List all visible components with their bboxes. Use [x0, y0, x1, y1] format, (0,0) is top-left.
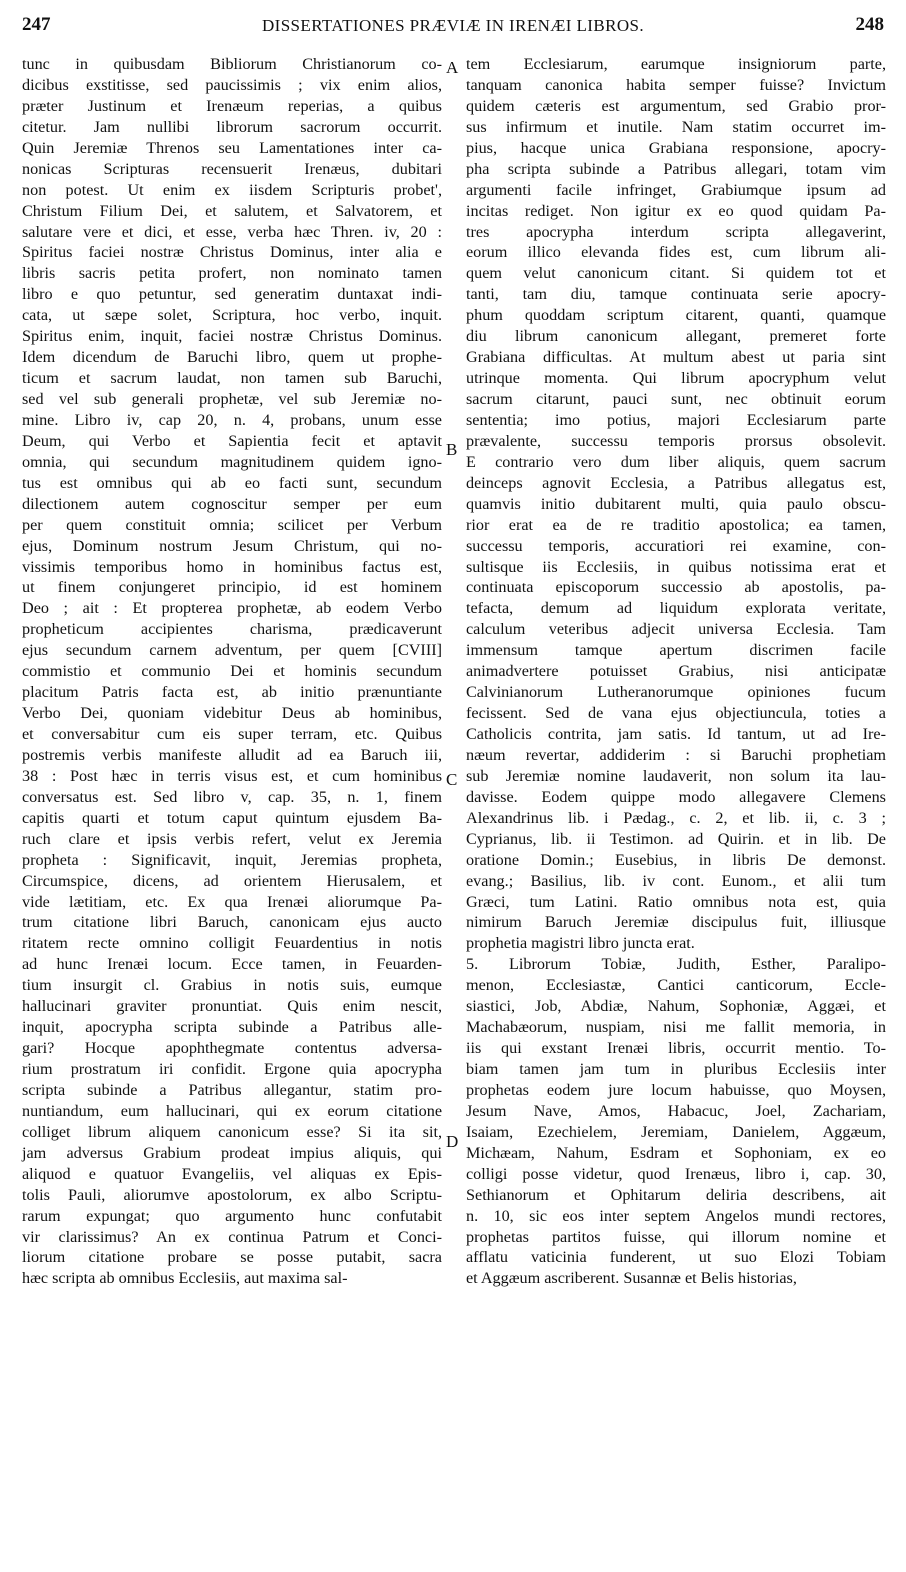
margin-marker-a: A [446, 58, 459, 77]
text-line: Spiritus enim, inquit, faciei nostræ Christus Dominus. [22, 327, 442, 346]
text-line: tefacta, demum ad liquidum explorata veritate, [466, 599, 886, 618]
text-line: Quin Jeremiæ Threnos seu Lamentationes inter ca- [22, 138, 442, 157]
margin-marker-b: B [446, 440, 458, 459]
text-line: præter Justinum et Irenæum reperias, a quibus [22, 96, 442, 115]
text-line: argumenti facile infringet, Grabiumque ipsum ad [466, 180, 886, 199]
text-line: prophetas partitos fuisse, qui illorum nomine et [466, 1227, 886, 1246]
text-line: dicibus exstitisse, sed paucissimis ; vix enim alios, [22, 75, 442, 94]
text-line: vide lætitiam, etc. Ex qua Irenæi aliorumque Pa- [22, 892, 442, 911]
page-header [22, 14, 884, 40]
text-line: oratione Domin.; Eusebius, in libris De demonst. [466, 850, 886, 869]
text-line: Calvinianorum Lutheranorumque opiniones fucum [466, 683, 886, 702]
text-line: ritatem recte omnino colligit Feuardentius in notis [22, 934, 442, 953]
text-line: Michæam, Nahum, Esdram et Sophoniam, ex eo [466, 1143, 886, 1162]
text-line: libro e quo petuntur, sed generatim duntaxat indi- [22, 285, 442, 304]
text-line: sultisque iis Ecclesiis, in quibus notissima erat et [466, 557, 886, 576]
text-line: næum revertar, addiderim : si Baruchi prophetiam [466, 745, 886, 764]
left-column [22, 54, 442, 1289]
text-line: postremis verbis manifeste alludit ad ea Baruch iii, [22, 745, 442, 764]
text-line: Catholicis contrita, jam satis. Id tantum, ut ad Ire- [466, 725, 886, 743]
text-line: sub Jeremiæ nomine laudaverit, non solum ita lau- [466, 766, 886, 785]
text-line: tus est omnibus qui ab eo facti sunt, secundum [22, 473, 442, 492]
margin-marker-c: C [446, 770, 458, 789]
text-line: Græci, tum Latini. Ratio omnibus nota est, quia [466, 892, 886, 911]
text-line: et Aggæum ascriberent. Susannæ et Belis historias, [466, 1269, 797, 1288]
text-line: capitis quarti et totum caput quintum ejusdem Ba- [22, 808, 442, 827]
text-line: gari? Hocque apophthegmate contentus adversa- [22, 1039, 442, 1058]
text-line: Machabæorum, nuspiam, nisi me fallit memoria, in [466, 1018, 886, 1037]
text-line: pha scripta subinde a Patribus allegari, totam vim [466, 159, 886, 178]
text-line: jam adversus Grabium prodeat impius aliquis, qui [22, 1143, 442, 1162]
text-line: nonicas Scripturas recensuerit Irenæus, dubitari [22, 159, 442, 178]
text-line: colligi posse videtur, quod Irenæus, libro i, cap. 30, [466, 1164, 886, 1183]
text-line: Spiritus faciei nostræ Christus Dominus, inter alia e [22, 243, 442, 262]
text-line: sacrum citarunt, pauci sunt, nec obtinuit eorum [466, 390, 886, 408]
text-line: salutare vere et dici, et esse, verba hæc Thren. iv, 20 : [22, 222, 442, 241]
text-line: tanquam canonica habita semper fuisse? Invictum [466, 75, 886, 94]
text-line: fecissent. Sed de vana ejus objectiuncula, toties a [466, 704, 886, 723]
right-column [466, 54, 886, 1289]
text-line: nuntiandum, eum hallucinari, qui ex eorum citatione [22, 1101, 442, 1120]
text-line: Sethianorum et Ophitarum deliria describens, ait [466, 1185, 886, 1204]
text-line: sus infirmum et inutile. Nam statim occurret im- [466, 117, 886, 136]
text-line: liorum citatione probare se posse putabit, sacra [22, 1248, 442, 1267]
text-line: non potest. Ut enim ex iisdem Scripturis probet', [22, 180, 442, 199]
text-line: mine. Libro iv, cap 20, n. 4, probans, unum esse [22, 410, 442, 429]
text-line: incitas rediget. Non igitur ex eo quod quidam Pa- [466, 201, 886, 220]
text-line: Grabiana difficultas. At multum abest ut paria sint [466, 348, 886, 367]
page-number-left: 247 [22, 14, 51, 35]
text-line: afflatu vaticinia funderent, ut suo Elozi Tobiam [466, 1248, 886, 1267]
text-line: animadvertere potuisset Grabius, nisi anticipatæ [466, 662, 886, 681]
text-line: immensum tamque apertum discrimen facile [466, 641, 886, 660]
text-line: n. 10, sic eos inter septem Angelos mundi rectores, [466, 1206, 886, 1225]
text-line: 5. Librorum Tobiæ, Judith, Esther, Paralipo- [466, 955, 886, 974]
text-line: Verbo Dei, quoniam videbitur Deus ab hominibus, [22, 704, 442, 723]
text-line: quamvis initio dubitarent multi, quia paulo obscu- [466, 494, 886, 513]
margin-marker-d: D [446, 1132, 459, 1151]
text-line: 38 : Post hæc in terris visus est, et cum hominibus [22, 766, 442, 785]
text-line: eorum illico elevanda fides est, cum librum ali- [466, 243, 886, 262]
text-line: Christum Filium Dei, et salutem, et Salvatorem, et [22, 201, 442, 220]
text-line: menon, Ecclesiastæ, Cantici canticorum, Eccle- [466, 976, 886, 995]
text-line: dilectionem autem cognoscitur semper per eum [22, 494, 442, 513]
text-line: conversatus est. Sed libro v, cap. 35, n. 1, finem [22, 787, 442, 806]
text-line: continuata episcoporum successio ab apostolis, pa- [466, 578, 886, 597]
text-line: ticum et sacrum laudat, non tamen sub Baruchi, [22, 369, 442, 388]
text-line: iis qui exstant Irenæi libris, occurrit mentio. To- [466, 1039, 886, 1058]
text-line: sententia; imo potius, majori Ecclesiarum parte [466, 410, 886, 429]
text-line: hæc scripta ab omnibus Ecclesiis, aut maxima sal- [22, 1269, 348, 1288]
text-line: tres apocrypha interdum scripta allegaverint, [466, 222, 886, 241]
text-line: davisse. Eodem quippe modo allegavere Clemens [466, 787, 886, 806]
text-line: ejus, Dominum nostrum Jesum Christum, qui no- [22, 536, 442, 555]
text-line: prophetia magistri libro juncta erat. [466, 934, 695, 953]
text-line: evang.; Basilius, lib. iv cont. Eunom., et alii tum [466, 871, 886, 890]
text-line: ut finem conjungeret principio, id est hominem [22, 578, 442, 597]
text-line: propheta : Significavit, inquit, Jeremias propheta, [22, 850, 442, 869]
text-line: calculum veteribus adjecit universa Ecclesia. Tam [466, 620, 886, 639]
text-line: placitum Patris facta est, ab initio prænuntiante [22, 683, 442, 702]
text-line: rior erat ea de re traditio apostolica; ea tamen, [466, 515, 886, 534]
text-line: utrinque momenta. Qui librum apocryphum velut [466, 369, 886, 388]
text-line: quidem cæteris est argumentum, sed Grabio pror- [466, 96, 886, 115]
text-line: rarum expungat; quo argumento hunc confutabit [22, 1206, 442, 1225]
text-line: vir clarissimus? An ex continua Patrum et Conci- [22, 1227, 442, 1246]
page-number-right: 248 [855, 14, 884, 35]
text-line: prævalente, successu temporis prorsus obsolevit. [466, 431, 886, 450]
text-line: biam tamen jam tum in pluribus Ecclesiis inter [466, 1060, 886, 1078]
text-line: Alexandrinus lib. i Pædag., c. 2, et lib. ii, c. 3 ; [466, 808, 886, 827]
text-line: hallucinari graviter pronuntiat. Quis enim nescit, [22, 997, 442, 1016]
text-line: citetur. Jam nullibi librorum sacrorum occurrit. [22, 117, 442, 136]
text-line: Cyprianus, lib. ii Testimon. ad Quirin. et in lib. De [466, 829, 886, 848]
text-line: et conversabitur cum eis super terram, etc. Quibus [22, 725, 442, 743]
text-line: ruch clare et ipsis verbis refert, velut ex Jeremia [22, 829, 442, 848]
text-line: Deum, qui Verbo et Sapientia fecit et aptavit [22, 431, 442, 450]
text-line: tanti, tam diu, tamque continuata serie apocry- [466, 285, 886, 304]
text-line: Deo ; ait : Et propterea prophetæ, ab eodem Verbo [22, 599, 442, 618]
text-line: sed vel sub generali prophetæ, vel sub Jeremiæ no- [22, 390, 442, 408]
text-line: omnia, qui secundum magnitudinem quidem igno- [22, 452, 442, 471]
text-line: phum quoddam scriptum citarent, quanti, quamque [466, 306, 886, 325]
text-line: Jesum Nave, Amos, Habacuc, Joel, Zachariam, [466, 1101, 886, 1120]
text-line: Circumspice, dicens, ad orientem Hierusalem, et [22, 871, 442, 890]
text-line: commistio et communio Dei et hominis secundum [22, 662, 442, 681]
text-line: siastici, Job, Abdiæ, Nahum, Sophoniæ, Aggæi, et [466, 997, 886, 1016]
text-line: diu librum canonicum allegant, premeret forte [466, 327, 886, 346]
text-line: quem velut canonicum citant. Si quidem tot et [466, 264, 886, 283]
text-line: deinceps agnovit Ecclesia, a Patribus allegatus est, [466, 473, 886, 492]
text-line: cata, ut sæpe solet, Scriptura, hoc verbo, inquit. [22, 306, 442, 325]
text-line: E contrario vero dum liber aliquis, quem sacrum [466, 452, 886, 471]
text-line: inquit, apocrypha scripta subinde a Patribus alle- [22, 1018, 442, 1037]
text-line: tolis Pauli, aliorumve apostolorum, ex albo Scriptu- [22, 1185, 442, 1204]
text-line: propheticum accipientes charisma, prædicaverunt [22, 620, 442, 639]
text-line: rium prostratum iri confidit. Ergone quia apocrypha [22, 1060, 442, 1078]
text-line: aliquod e quatuor Evangeliis, vel aliquas ex Epis- [22, 1164, 442, 1183]
text-line: vissimis temporibus homo in hominibus factus est, [22, 557, 442, 576]
text-line: Isaiam, Ezechielem, Jeremiam, Danielem, Aggæum, [466, 1122, 886, 1141]
text-line: tium insurgit cl. Grabius in notis suis, eumque [22, 976, 442, 995]
text-line: colliget librum aliquem canonicum esse? Si ita sit, [22, 1122, 442, 1141]
text-line: prophetas eodem jure locum habuisse, quo Moysen, [466, 1080, 886, 1099]
text-line: tem Ecclesiarum, earumque insigniorum parte, [466, 55, 886, 73]
text-line: nimirum Baruch Jeremiæ discipulus fuit, illiusque [466, 913, 886, 932]
text-line: pius, hacque unica Grabiana responsione, apocry- [466, 138, 886, 157]
text-line: ejus secundum carnem adventum, per quem [CVIII] [22, 641, 442, 660]
text-line: scripta subinde a Patribus allegantur, statim pro- [22, 1080, 442, 1099]
text-line: per quem constituit omnia; scilicet per Verbum [22, 515, 442, 534]
text-line: successu temporis, accuratiori rei examine, con- [466, 536, 886, 555]
text-line: libris sacris petita profert, non nominato tamen [22, 264, 442, 283]
text-line: Idem dicendum de Baruchi libro, quem ut prophe- [22, 348, 442, 367]
text-line: ad hunc Irenæi locum. Ecce tamen, in Feuarden- [22, 955, 442, 974]
text-line: trum citatione libri Baruch, canonicam ejus aucto [22, 913, 442, 932]
running-title: DISSERTATIONES PRÆVIÆ IN IRENÆI LIBROS. [261, 16, 645, 35]
text-line: tunc in quibusdam Bibliorum Christianorum co- [22, 55, 442, 73]
